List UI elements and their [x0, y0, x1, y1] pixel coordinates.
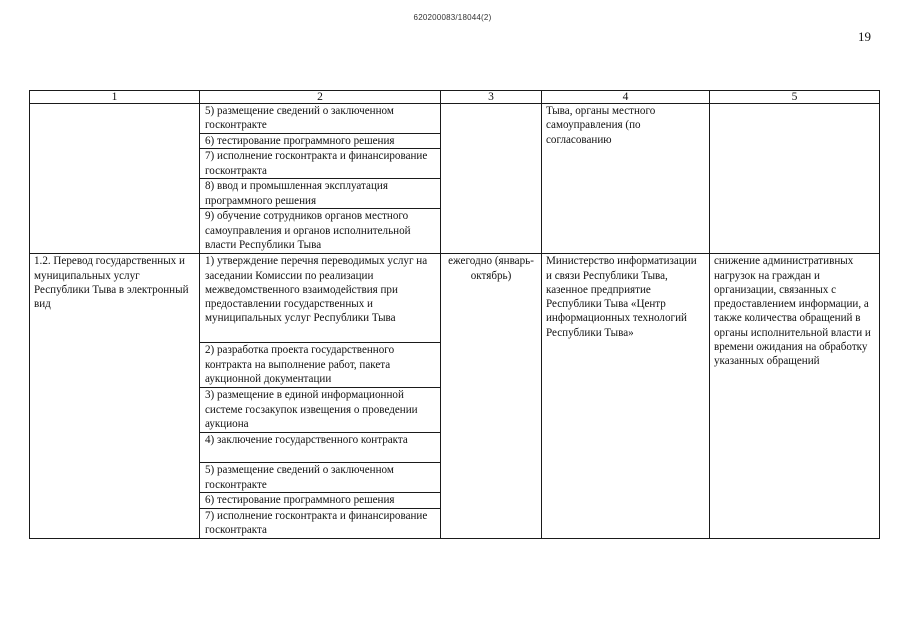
responsible-cell: Министерство информатизации и связи Республики Тыва, казенное предприятие Республики Тыва «Центр информационных технологий Республики Тыва» — [542, 254, 710, 538]
step-cell: 8) ввод и промышленная эксплуатация программного решения — [200, 179, 441, 209]
column-header: 3 — [441, 91, 542, 104]
table-header-row — [30, 91, 880, 104]
responsible-cell: Тыва, органы местного самоуправления (по согласованию — [542, 104, 710, 254]
step-cell: 4) заключение государственного контракта — [200, 433, 441, 463]
step-cell: 3) размещение в единой информационной системе госзакупок извещения о проведении аукциона — [200, 388, 441, 433]
timing-cell — [441, 104, 542, 254]
plan-table — [29, 90, 880, 539]
table-row — [30, 254, 880, 343]
document-code: 620200083/18044(2) — [413, 13, 492, 22]
page-number: 19 — [858, 29, 871, 44]
timing-cell: ежегодно (январь-октябрь) — [441, 254, 542, 538]
result-cell — [710, 104, 880, 254]
step-cell: 6) тестирование программного решения — [200, 134, 441, 149]
step-cell: 7) исполнение госконтракта и финансирование госконтракта — [200, 149, 441, 179]
result-cell: снижение административных нагрузок на граждан и организации, связанных с предоставлением информации, а также количества обращений в органы исполнительной власти и времени ожидания на обработку указанных обращений — [710, 254, 880, 538]
column-header: 4 — [542, 91, 710, 104]
step-cell: 6) тестирование программного решения — [200, 493, 441, 508]
step-cell: 1) утверждение перечня переводимых услуг на заседании Комиссии по реализации межведомственного взаимодействия при предоставлении государственных и муниципальных услуг Республики Тыва — [200, 254, 441, 343]
step-cell: 2) разработка проекта государственного контракта на выполнение работ, пакета аукционной документации — [200, 343, 441, 388]
step-cell: 5) размещение сведений о заключенном госконтракте — [200, 463, 441, 493]
column-header: 1 — [30, 91, 200, 104]
step-cell: 5) размещение сведений о заключенном госконтракте — [200, 104, 441, 134]
column-header: 5 — [710, 91, 880, 104]
step-cell: 7) исполнение госконтракта и финансирование госконтракта — [200, 508, 441, 538]
step-cell: 9) обучение сотрудников органов местного самоуправления и органов исполнительной власти Республики Тыва — [200, 209, 441, 254]
task-cell — [30, 104, 200, 254]
task-title-cell: 1.2. Перевод государственных и муниципальных услуг Республики Тыва в электронный вид — [30, 254, 200, 538]
table-row — [30, 104, 880, 134]
column-header: 2 — [200, 91, 441, 104]
